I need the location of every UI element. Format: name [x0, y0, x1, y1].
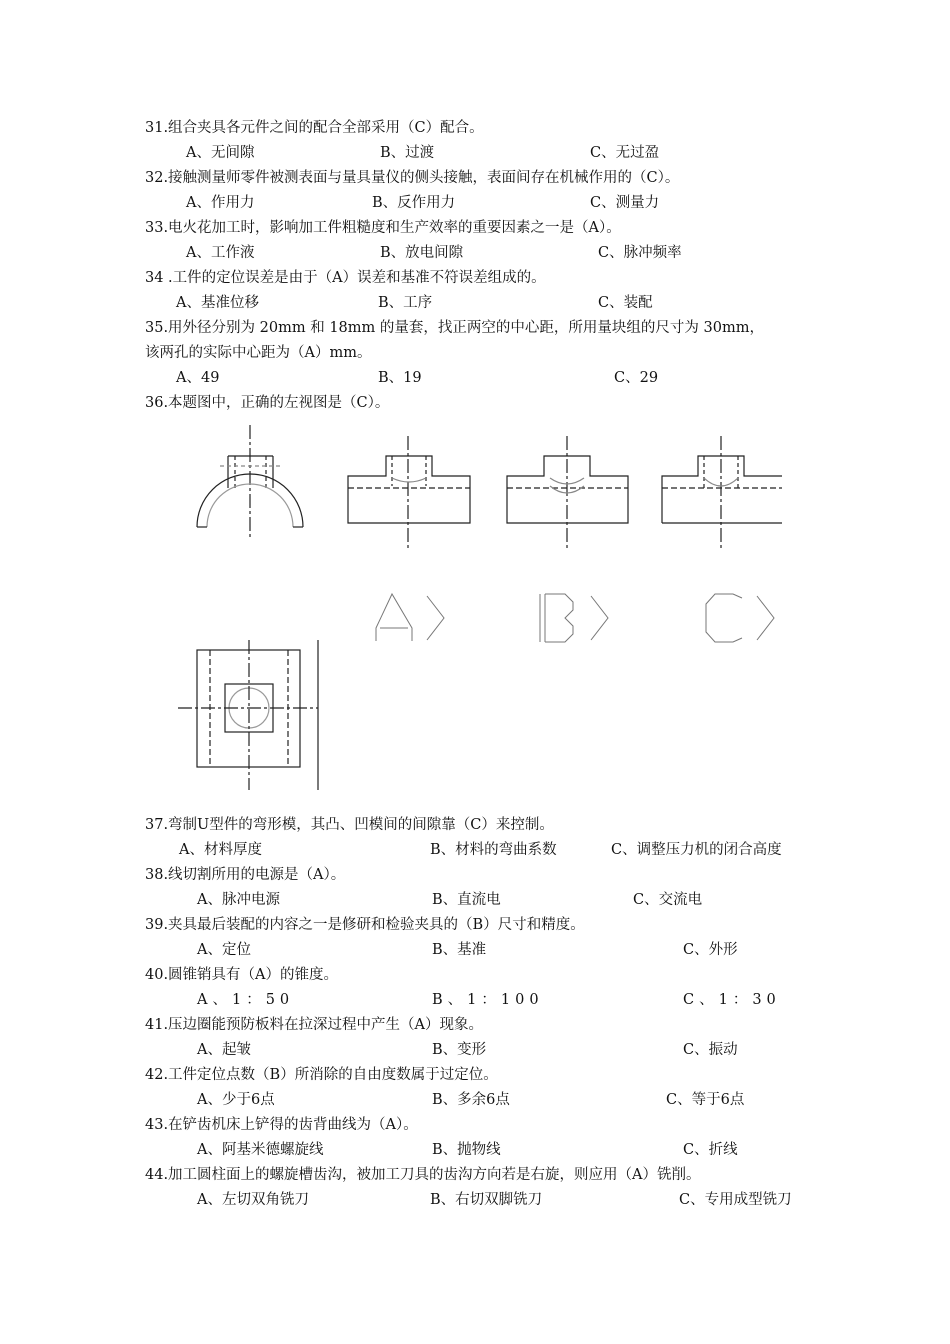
option-c-view [662, 436, 782, 550]
question-43-option-a: A、阿基米德螺旋线 [197, 1142, 324, 1158]
question-42-option-c: C、等于6点 [666, 1092, 745, 1108]
option-a-view [348, 436, 470, 548]
question-39-option-c: C、外形 [683, 942, 738, 958]
question-38-option-a: A、脉冲电源 [197, 892, 280, 908]
question-31-stem: 31.组合夹具各元件之间的配合全部采用（C）配合。 [145, 120, 484, 136]
question-40-stem: 40.圆锥销具有（A）的锥度。 [145, 967, 339, 983]
question-40-option-b: B、1：100 [432, 992, 544, 1008]
question-38-option-c: C、交流电 [633, 892, 703, 908]
question-41-option-b: B、变形 [432, 1042, 487, 1058]
question-37-option-a: A、材料厚度 [179, 842, 262, 858]
label-b-outline [540, 594, 608, 642]
question-33-option-b: B、放电间隙 [380, 245, 464, 261]
option-b-view [507, 436, 628, 550]
question-37-stem: 37.弯制U型件的弯形模，其凸、凹模间的间隙靠（C）来控制。 [145, 817, 554, 833]
question-40-option-a: A、1：50 [197, 992, 295, 1008]
question-40-option-c: C、1：30 [683, 992, 781, 1008]
question-41-option-c: C、振动 [683, 1042, 738, 1058]
question-36-stem: 36.本题图中，正确的左视图是（C）。 [145, 395, 390, 411]
question-38-stem: 38.线切割所用的电源是（A）。 [145, 867, 346, 883]
question-34-option-c: C、装配 [598, 295, 653, 311]
label-c-outline [706, 594, 774, 642]
question-42-option-a: A、少于6点 [197, 1092, 275, 1108]
question-32-option-a: A、作用力 [186, 195, 255, 211]
question-31-option-b: B、过渡 [380, 145, 435, 161]
question-44-option-a: A、左切双角铣刀 [197, 1192, 309, 1208]
question-33-option-c: C、脉冲频率 [598, 245, 682, 261]
question-41-option-a: A、起皱 [197, 1042, 251, 1058]
question-35-stem: 35.用外径分别为 20mm 和 18mm 的量套，找正两空的中心距，所用量块组的尺寸为 30mm， [145, 320, 764, 336]
question-42-stem: 42.工件定位点数（B）所消除的自由度数属于过定位。 [145, 1067, 498, 1083]
question-34-stem: 34 .工件的定位误差是由于（A）误差和基准不符误差组成的。 [145, 270, 546, 286]
question-42-option-b: B、多余6点 [432, 1092, 510, 1108]
question-43-option-c: C、折线 [683, 1142, 738, 1158]
question-33-stem: 33.电火花加工时，影响加工件粗糙度和生产效率的重要因素之一是（A）。 [145, 220, 621, 236]
question-39-option-a: A、定位 [197, 942, 251, 958]
question-35-option-b: B、19 [378, 370, 422, 386]
label-a-outline [376, 594, 444, 641]
question-39-stem: 39.夹具最后装配的内容之一是修研和检验夹具的（B）尺寸和精度。 [145, 917, 585, 933]
question-34-option-b: B、工序 [378, 295, 433, 311]
question-32-stem: 32.接触测量师零件被测表面与量具量仪的侧头接触，表面间存在机械作用的（C）。 [145, 170, 680, 186]
question-41-stem: 41.压边圈能预防板料在拉深过程中产生（A）现象。 [145, 1017, 484, 1033]
main-view [197, 425, 303, 540]
question-31-option-a: A、无间隙 [186, 145, 255, 161]
question-37-option-c: C、调整压力机的闭合高度 [611, 842, 782, 858]
question-34-option-a: A、基准位移 [176, 295, 259, 311]
question-43-stem: 43.在铲齿机床上铲得的齿背曲线为（A）。 [145, 1117, 418, 1133]
question-32-option-c: C、测量力 [590, 195, 660, 211]
question-32-option-b: B、反作用力 [372, 195, 456, 211]
question-43-option-b: B、抛物线 [432, 1142, 501, 1158]
question-33-option-a: A、工作液 [186, 245, 255, 261]
question-44-option-b: B、右切双脚铣刀 [430, 1192, 543, 1208]
question-37-option-b: B、材料的弯曲系数 [430, 842, 557, 858]
top-view [178, 640, 318, 790]
question-35-option-c: C、29 [614, 370, 659, 386]
question-38-option-b: B、直流电 [432, 892, 501, 908]
question-44-stem: 44.加工圆柱面上的螺旋槽齿沟，被加工刀具的齿沟方向若是右旋，则应用（A）铣削。 [145, 1167, 701, 1183]
question-39-option-b: B、基准 [432, 942, 487, 958]
question-44-option-c: C、专用成型铣刀 [679, 1192, 792, 1208]
question-35-option-a: A、49 [176, 370, 220, 386]
question-31-option-c: C、无过盈 [590, 145, 660, 161]
question-35-stem-line2: 该两孔的实际中心距为（A）mm。 [145, 345, 372, 361]
